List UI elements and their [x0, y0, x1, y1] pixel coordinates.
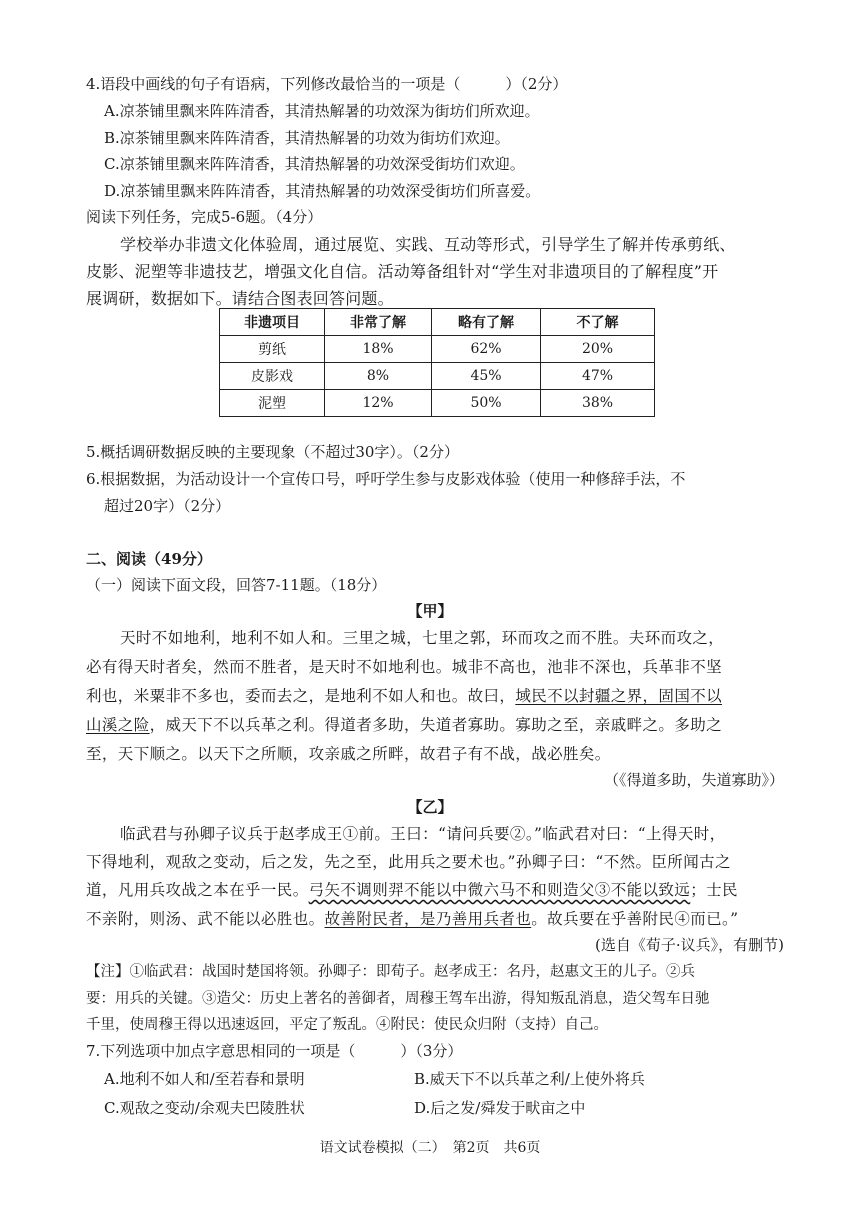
table-row — [220, 336, 655, 363]
table-header: 非常了解 — [325, 309, 432, 336]
section-title: 二、阅读（49分） — [86, 550, 212, 568]
jia-source: （《得道多助，失道寡助》） — [603, 771, 784, 789]
yi-line-3-text: 道，凡用兵攻战之本在乎一民。 — [86, 881, 309, 899]
q4-option-d: D.凉茶铺里飘来阵阵清香，其清热解暑的功效深受街坊们所喜爱。 — [104, 182, 541, 200]
yi-line-1: 临武君与孙卿子议兵于赵孝成王①前。王曰：“请问兵要②。”临武君对曰：“上得天时， — [120, 825, 726, 843]
table-header: 非遗项目 — [220, 309, 325, 336]
jia-line-3 — [86, 686, 722, 706]
table-cell: 62% — [432, 336, 541, 363]
q4-option-a: A.凉茶铺里飘来阵阵清香，其清热解暑的功效深为街坊们所欢迎。 — [104, 102, 540, 120]
table-cell: 50% — [432, 390, 541, 417]
q7-option-a: A.地利不如人和/至若春和景明 — [104, 1070, 305, 1088]
q5-stem: 5.概括调研数据反映的主要现象（不超过30字）。（2分） — [86, 443, 459, 461]
table-header-row — [220, 309, 655, 336]
jia-line-5: 至，天下顺之。以天下之所顺，攻亲戚之所畔，故君子有不战，战必胜矣。 — [86, 745, 611, 763]
table-header: 略有了解 — [432, 309, 541, 336]
notes-line-2: 要：用兵的关键。③造父：历史上著名的善御者，周穆王驾车出游，得知叛乱消息，造父驾车日驰 — [86, 991, 710, 1007]
task-para-line-1: 学校举办非遗文化体验周，通过展览、实践、互动等形式，引导学生了解并传承剪纸、 — [120, 235, 736, 254]
page-footer: 语文试卷模拟（二） 第2页 共6页 — [319, 1140, 541, 1156]
yi-line-4-tail: 。故兵要在乎善附民④而已。” — [531, 910, 739, 928]
yi-wavy-underlined-sentence: 弓矢不调则羿不能以中微六马不和则造父③不能以致远 — [308, 881, 691, 899]
yi-source: (选自《荀子·议兵》，有删节) — [595, 936, 784, 954]
q4-option-c: C.凉茶铺里飘来阵阵清香，其清热解暑的功效深受街坊们欢迎。 — [104, 155, 525, 173]
jia-line-2: 必有得天时者矣，然而不胜者，是天时不如地利也。城非不高也，池非不深也，兵革非不坚 — [86, 658, 723, 676]
q4-option-b: B.凉茶铺里飘来阵阵清香，其清热解暑的功效为街坊们欢迎。 — [104, 129, 510, 147]
q7-option-b: B.威天下不以兵革之利/上使外将兵 — [414, 1070, 645, 1088]
notes-line-3: 千里，使周穆王得以迅速返回，平定了叛乱。④附民：使民众归附（支持）自己。 — [86, 1017, 608, 1033]
q7-stem: 7.下列选项中加点字意思相同的一项是（ ）（3分） — [86, 1042, 463, 1060]
jia-line-4-text: ，威天下不以兵革之利。得道者多助，失道者寡助。寡助之至，亲戚畔之。多助之 — [149, 716, 723, 734]
table-row — [220, 363, 655, 390]
yi-line-3-tail: ；士民 — [690, 881, 738, 899]
q6-stem-line-1: 6.根据数据，为活动设计一个宣传口号，呼吁学生参与皮影戏体验（使用一种修辞手法，不 — [86, 470, 686, 488]
jia-line-3-text: 利也，米粟非不多也，委而去之，是地利不如人和也。故曰， — [86, 687, 516, 705]
q7-option-c: C.观敌之变动/余观夫巴陵胜状 — [104, 1099, 305, 1117]
task-para-line-2: 皮影、泥塑等非遗技艺，增强文化自信。活动筹备组针对“学生对非遗项目的了解程度”开 — [86, 262, 719, 281]
jia-line-1: 天时不如地利，地利不如人和。三里之城，七里之郭，环而攻之而不胜。夫环而攻之， — [120, 629, 725, 647]
table-cell: 38% — [541, 390, 655, 417]
task-para-line-3: 展调研，数据如下。请结合图表回答问题。 — [86, 289, 394, 308]
section-subtitle: （一）阅读下面文段，回答7-11题。（18分） — [86, 576, 387, 594]
passage-yi-label: 【乙】 — [407, 798, 453, 816]
passage-jia-label: 【甲】 — [407, 602, 453, 620]
table-cell: 18% — [325, 336, 432, 363]
table-cell: 泥塑 — [220, 390, 325, 417]
jia-underlined-sentence: 域民不以封疆之界，固国不以 — [515, 687, 723, 705]
q7-option-d: D.后之发/舜发于畎亩之中 — [414, 1099, 586, 1117]
table-cell: 剪纸 — [220, 336, 325, 363]
survey-table — [219, 308, 655, 417]
table-cell: 45% — [432, 363, 541, 390]
task-intro: 阅读下列任务，完成5-6题。（4分） — [86, 208, 323, 226]
yi-line-4 — [86, 909, 739, 929]
table-header: 不了解 — [541, 309, 655, 336]
yi-line-3 — [86, 880, 738, 900]
yi-underlined-sentence: 故善附民者，是乃善用兵者也 — [324, 910, 532, 928]
table-cell: 47% — [541, 363, 655, 390]
notes-line-1: 【注】①临武君：战国时楚国将领。孙卿子：即荀子。赵孝成王：名丹，赵惠文王的儿子。②兵 — [86, 964, 695, 980]
jia-line-4 — [86, 715, 722, 735]
table-cell: 8% — [325, 363, 432, 390]
jia-underlined-sentence-end: 山溪之险 — [86, 716, 150, 734]
table-cell: 20% — [541, 336, 655, 363]
table-cell: 12% — [325, 390, 432, 417]
q4-stem: 4.语段中画线的句子有语病，下列修改最恰当的一项是（ ）（2分） — [86, 75, 568, 93]
yi-line-2: 下得地利，观敌之变动，后之发，先之至，此用兵之要术也。”孙卿子曰：“不然。臣所闻古之 — [86, 853, 731, 871]
table-cell: 皮影戏 — [220, 363, 325, 390]
q6-stem-line-2: 超过20字）（2分） — [104, 497, 231, 515]
table-row — [220, 390, 655, 417]
yi-line-4-text: 不亲附，则汤、武不能以必胜也。 — [86, 910, 325, 928]
